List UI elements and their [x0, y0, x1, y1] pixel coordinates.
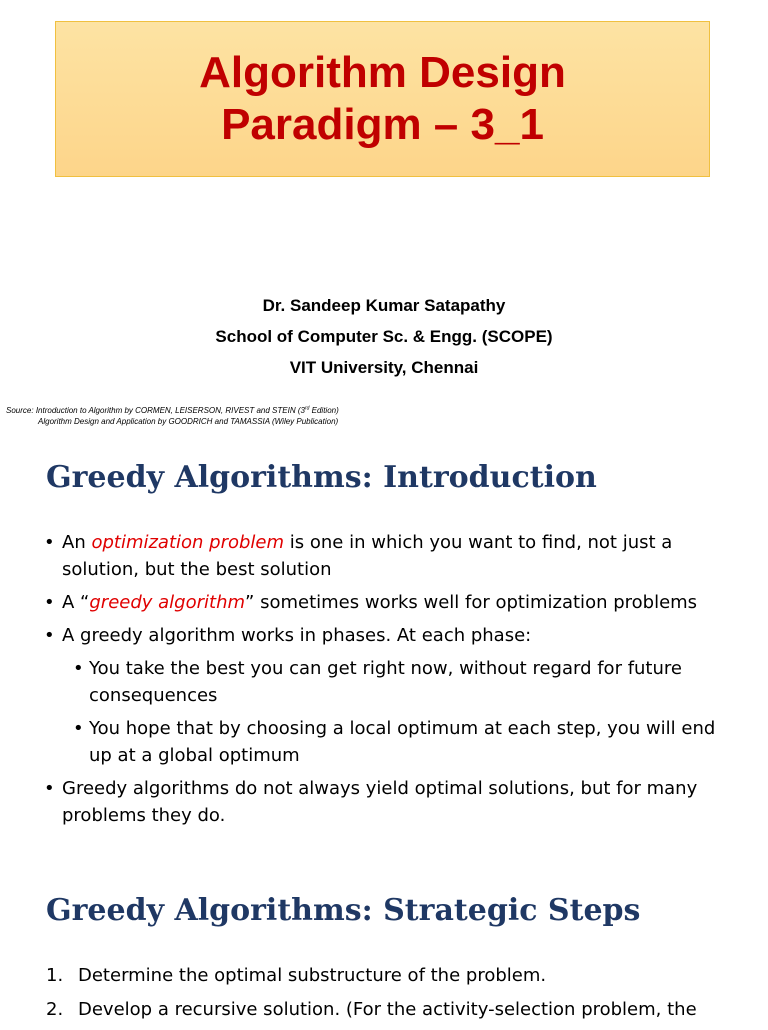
bullet-dot: •	[44, 625, 55, 646]
source-citation	[6, 405, 339, 427]
author-block	[0, 290, 768, 383]
slide-title-line-2: Paradigm – 3_1	[221, 100, 544, 149]
source-label: Source:	[6, 406, 34, 415]
author-name: Dr. Sandeep Kumar Satapathy	[262, 296, 506, 315]
bullet-text: is one in which you want to find, not just a solution, but the best solution	[62, 532, 673, 580]
source-superscript: rd	[304, 405, 310, 412]
bullet-item	[0, 589, 768, 616]
bullet-dot: •	[73, 718, 84, 739]
bullet-text: You take the best you can get right now, without regard for future consequences	[89, 658, 682, 706]
step-item	[0, 996, 768, 1023]
author-department: School of Computer Sc. & Engg. (SCOPE)	[215, 327, 553, 346]
bullet-dot: •	[44, 532, 55, 553]
step-number: 2.	[46, 999, 64, 1020]
source-text-1-post: Edition)	[309, 406, 339, 415]
bullet-item	[0, 775, 768, 829]
bullet-dot: •	[73, 658, 84, 679]
source-line-1	[6, 405, 339, 416]
intro-heading: Greedy Algorithms: Introduction	[46, 460, 597, 495]
bullet-text: An	[62, 532, 92, 553]
intro-bullet-list	[0, 529, 768, 835]
bullet-text: A “	[62, 592, 90, 613]
sub-bullet-item	[0, 715, 768, 769]
sub-bullet-item	[0, 655, 768, 709]
bullet-text: ” sometimes works well for optimization problems	[245, 592, 698, 613]
bullet-text: You hope that by choosing a local optimum at each step, you will end up at a global optimum	[89, 718, 716, 766]
title-banner	[55, 21, 710, 177]
step-text: Develop a recursive solution. (For the activity-selection problem, the	[78, 999, 697, 1020]
steps-heading: Greedy Algorithms: Strategic Steps	[46, 893, 641, 928]
bullet-dot: •	[44, 592, 55, 613]
bullet-text: A greedy algorithm works in phases. At each phase:	[62, 625, 532, 646]
author-university: VIT University, Chennai	[289, 358, 479, 377]
step-text: Determine the optimal substructure of the problem.	[78, 965, 547, 986]
source-text-1-pre: Introduction to Algorithm by CORMEN, LEISERSON, RIVEST and STEIN (3	[35, 406, 305, 415]
source-line-2: Algorithm Design and Application by GOODRICH and TAMASSIA (Wiley Publication)	[38, 417, 339, 426]
slide-title-line-1: Algorithm Design	[199, 48, 566, 97]
bullet-dot: •	[44, 778, 55, 799]
bullet-text: Greedy algorithms do not always yield optimal solutions, but for many problems they do.	[62, 778, 698, 826]
bullet-emphasis: greedy algorithm	[89, 592, 246, 613]
step-item	[0, 962, 768, 989]
bullet-emphasis: optimization problem	[91, 532, 285, 553]
step-number: 1.	[46, 965, 64, 986]
bullet-item	[0, 529, 768, 583]
bullet-item	[0, 622, 768, 649]
steps-list	[0, 962, 768, 1030]
